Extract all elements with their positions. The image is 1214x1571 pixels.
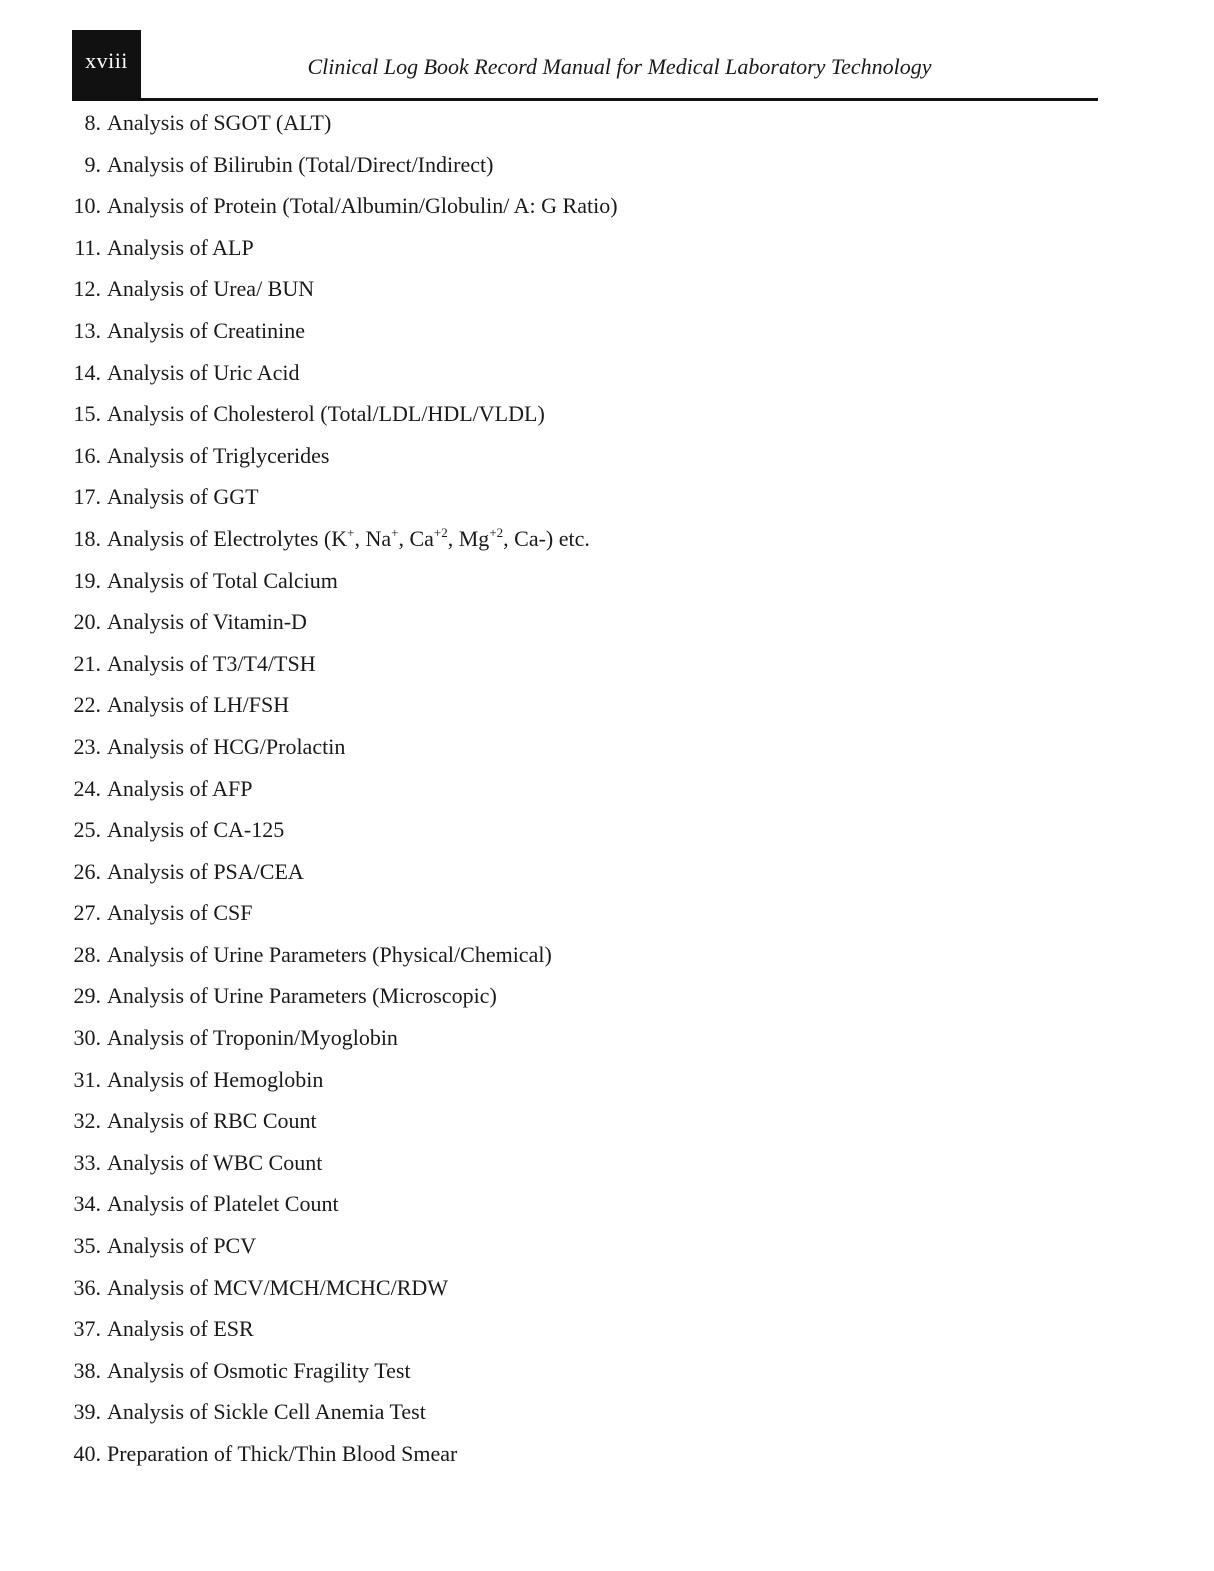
running-header-title: Clinical Log Book Record Manual for Medical Laboratory Technology — [307, 54, 932, 79]
item-number: 38. — [73, 1357, 101, 1383]
list-item — [0, 851, 1214, 893]
item-number: 16. — [73, 442, 101, 468]
item-number: 9. — [84, 151, 101, 177]
item-number: 13. — [73, 317, 101, 343]
list-item — [0, 1350, 1214, 1392]
list-item — [0, 1100, 1214, 1142]
item-text: Analysis of Total Calcium — [107, 567, 338, 593]
list-item — [0, 768, 1214, 810]
item-text: Analysis of Triglycerides — [107, 442, 330, 468]
item-number: 12. — [73, 276, 101, 302]
list-item — [0, 643, 1214, 685]
item-text: Analysis of Platelet Count — [107, 1191, 339, 1217]
item-number: 20. — [73, 609, 101, 635]
item-text: Analysis of LH/FSH — [107, 692, 290, 718]
item-text: Analysis of Vitamin-D — [107, 609, 307, 635]
item-number: 31. — [73, 1066, 101, 1092]
list-item — [0, 268, 1214, 310]
list-item — [0, 809, 1214, 851]
list-item — [0, 518, 1214, 560]
item-text: Analysis of Protein (Total/Albumin/Globulin/ A: G Ratio) — [107, 193, 618, 219]
item-text-segment: , Mg — [447, 525, 490, 551]
list-item — [0, 892, 1214, 934]
list-item — [0, 560, 1214, 602]
item-text-segment: Analysis of Electrolytes (K — [107, 525, 348, 551]
item-text: Analysis of Bilirubin (Total/Direct/Indirect) — [107, 151, 494, 177]
item-number: 11. — [74, 234, 101, 260]
item-text-segment: , Na — [354, 525, 392, 551]
item-text: Analysis of AFP — [107, 775, 253, 801]
item-number: 19. — [73, 567, 101, 593]
item-text: Analysis of SGOT (ALT) — [107, 110, 332, 135]
item-text: Analysis of CSF — [107, 900, 253, 926]
item-text-segment: , Ca-) etc. — [503, 525, 590, 551]
list-item — [0, 435, 1214, 477]
list-item — [0, 684, 1214, 726]
item-text: Analysis of Creatinine — [107, 317, 305, 343]
list-item — [0, 1225, 1214, 1267]
superscript-charge: +2 — [433, 524, 448, 540]
list-item — [0, 310, 1214, 352]
item-text: Analysis of PSA/CEA — [107, 858, 304, 884]
item-text: Analysis of MCV/MCH/MCHC/RDW — [107, 1274, 449, 1300]
list-item — [0, 1059, 1214, 1101]
item-text: Analysis of Uric Acid — [107, 359, 300, 385]
item-number: 17. — [73, 484, 101, 510]
list-item — [0, 934, 1214, 976]
item-number: 36. — [73, 1274, 101, 1300]
item-text: Analysis of Urine Parameters (Physical/Chemical) — [107, 941, 552, 967]
item-text: Analysis of Urea/ BUN — [107, 276, 315, 302]
list-item — [0, 393, 1214, 435]
item-text — [107, 518, 590, 560]
item-number: 10. — [73, 193, 101, 219]
item-number: 8. — [84, 110, 101, 135]
header-divider — [72, 98, 1098, 101]
superscript-charge: +2 — [489, 524, 504, 540]
item-text: Analysis of T3/T4/TSH — [107, 650, 316, 676]
item-text: Analysis of Sickle Cell Anemia Test — [107, 1399, 426, 1425]
item-text: Analysis of RBC Count — [107, 1108, 317, 1134]
list-item — [0, 227, 1214, 269]
item-number: 37. — [73, 1316, 101, 1342]
item-number: 27. — [73, 900, 101, 926]
list-item — [0, 601, 1214, 643]
list-item — [0, 185, 1214, 227]
item-text: Analysis of Troponin/Myoglobin — [107, 1025, 398, 1051]
item-number: 29. — [73, 983, 101, 1009]
list-item — [0, 1142, 1214, 1184]
list-item — [0, 1267, 1214, 1309]
list-item — [0, 102, 1214, 144]
list-item — [0, 975, 1214, 1017]
item-number: 39. — [73, 1399, 101, 1425]
item-text: Analysis of CA-125 — [107, 817, 285, 843]
item-text: Analysis of PCV — [107, 1233, 257, 1259]
superscript-charge: + — [347, 524, 355, 540]
item-number: 23. — [73, 733, 101, 759]
item-number: 35. — [73, 1233, 101, 1259]
item-text: Analysis of ALP — [107, 234, 254, 260]
item-number: 22. — [73, 692, 101, 718]
procedure-list — [0, 102, 1214, 1475]
item-text: Analysis of Osmotic Fragility Test — [107, 1357, 411, 1383]
item-number: 18. — [73, 525, 101, 551]
item-number: 33. — [73, 1149, 101, 1175]
item-text: Analysis of GGT — [107, 484, 259, 510]
item-number: 24. — [73, 775, 101, 801]
item-number: 21. — [73, 650, 101, 676]
item-text: Analysis of Cholesterol (Total/LDL/HDL/VLDL) — [107, 401, 545, 427]
page-number-badge: xviii — [72, 30, 141, 99]
list-item — [0, 476, 1214, 518]
item-text: Analysis of Urine Parameters (Microscopic) — [107, 983, 497, 1009]
list-item — [0, 1433, 1214, 1475]
list-item — [0, 726, 1214, 768]
item-number: 26. — [73, 858, 101, 884]
item-text-segment: , Ca — [398, 525, 434, 551]
list-item — [0, 1308, 1214, 1350]
item-number: 25. — [73, 817, 101, 843]
item-number: 40. — [73, 1441, 101, 1466]
item-text: Analysis of HCG/Prolactin — [107, 733, 346, 759]
item-number: 32. — [73, 1108, 101, 1134]
item-number: 15. — [73, 401, 101, 427]
item-text: Analysis of WBC Count — [107, 1149, 323, 1175]
item-text: Preparation of Thick/Thin Blood Smear — [107, 1441, 458, 1466]
list-item — [0, 144, 1214, 186]
item-text: Analysis of Hemoglobin — [107, 1066, 324, 1092]
list-item — [0, 1017, 1214, 1059]
superscript-charge: + — [391, 524, 399, 540]
item-text: Analysis of ESR — [107, 1316, 254, 1342]
item-number: 34. — [73, 1191, 101, 1217]
item-number: 30. — [73, 1025, 101, 1051]
list-item — [0, 1391, 1214, 1433]
item-number: 28. — [73, 941, 101, 967]
item-number: 14. — [73, 359, 101, 385]
list-item — [0, 352, 1214, 394]
list-item — [0, 1183, 1214, 1225]
